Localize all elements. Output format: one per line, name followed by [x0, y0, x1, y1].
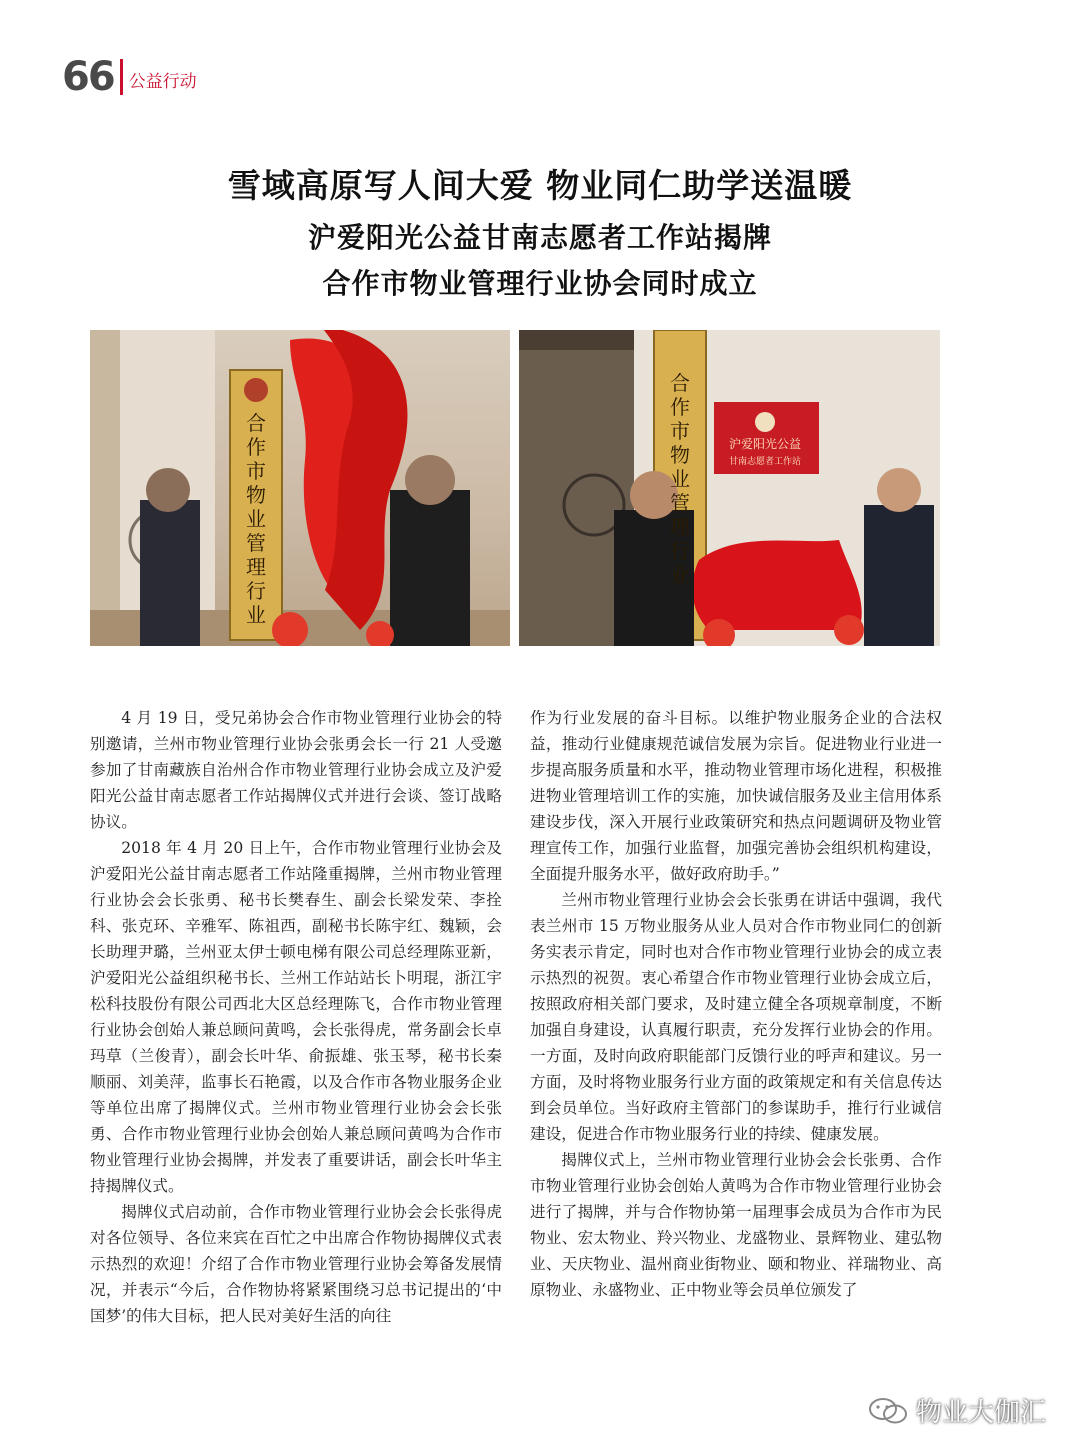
section-label: 公益行动 [128, 72, 197, 92]
sign-line-1: 沪爱阳光公益 [728, 437, 802, 451]
header-divider [120, 59, 123, 95]
plaque-text-right: 合作市物业管理行业 [670, 371, 690, 587]
paragraph-continued: 作为行业发展的奋斗目标。以维护物业服务企业的合法权益，推动行业健康规范诚信发展为宗旨。促进物业行业进一步提高服务质量和水平，推动物业管理市场化进程，积极推进物业管理培训工作的实施，加快诚信服务及业主信用体系建设步伐，深入开展行业政策研究和热点问题调研及物业管理宣传工作，加强行业监督，加强完善协会组织机构建设，全面提升服务水平，做好政府助手。” [530, 709, 942, 883]
article-column-left [90, 705, 502, 1329]
paragraph: 揭牌仪式上，兰州市物业管理行业协会会长张勇、合作市物业管理行业协会创始人黄鸣为合作市物业管理行业协会进行了揭牌，并与合作物协第一届理事会成员为合作市为民物业、宏太物业、羚兴物业、龙盛物业、景辉物业、建弘物业、天庆物业、温州商业街物业、颐和物业、祥瑞物业、高原物业、永盛物业、正中物业等会员单位颁发了 [530, 1151, 942, 1299]
watermark-text: 物业大伽汇 [915, 1398, 1046, 1428]
photo-unveiling-left [90, 330, 510, 646]
wechat-icon [868, 1396, 908, 1426]
article-subtitle-2: 合作市物业管理行业协会同时成立 [322, 267, 758, 300]
paragraph: 揭牌仪式启动前，合作市物业管理行业协会会长张得虎对各位领导、各位来宾在百忙之中出席合作物协揭牌仪式表示热烈的欢迎！介绍了合作市物业管理行业协会筹备发展情况，并表示“今后，合作物协将紧紧围绕习总书记提出的‘中国梦’的伟大目标，把人民对美好生活的向往 [90, 1203, 502, 1325]
article-title: 雪域高原写人间大爱 物业同仁助学送温暖 [227, 166, 853, 205]
sign-line-2: 甘南志愿者工作站 [728, 457, 802, 467]
article-subtitle-1: 沪爱阳光公益甘南志愿者工作站揭牌 [307, 221, 772, 254]
page-header [62, 52, 197, 98]
page-number: 66 [62, 54, 114, 100]
article-column-right [530, 705, 942, 1303]
paragraph: 2018 年 4 月 20 日上午，合作市物业管理行业协会及沪爱阳光公益甘南志愿者工作站隆重揭牌，兰州市物业管理行业协会会长张勇、秘书长樊春生、副会长梁发荣、李拴科、张克环、辛雅军、陈祖西，副秘书长陈宇红、魏颖，会长助理尹璐，兰州亚太伊士顿电梯有限公司总经理陈亚新，沪爱阳光公益组织秘书长、兰州工作站站长卜明琨，浙江宇松科技股份有限公司西北大区总经理陈飞，合作市物业管理行业协会创始人兼总顾问黄鸣，会长张得虎，常务副会长卓玛草（兰俊青），副会长叶华、俞振雄、张玉琴，秘书长秦顺丽、刘美萍，监事长石艳霞，以及合作市各物业服务企业等单位出席了揭牌仪式。兰州市物业管理行业协会会长张勇、合作市物业管理行业协会创始人兼总顾问黄鸣为合作市物业管理行业协会揭牌，并发表了重要讲话，副会长叶华主持揭牌仪式。 [90, 839, 502, 1195]
paragraph: 4 月 19 日，受兄弟协会合作市物业管理行业协会的特别邀请，兰州市物业管理行业协会张勇会长一行 21 人受邀参加了甘南藏族自治州合作市物业管理行业协会成立及沪爱阳光公益甘南志愿者工作站揭牌仪式并进行会谈、签订战略协议。 [90, 709, 502, 831]
watermark [868, 1392, 1046, 1429]
paragraph: 兰州市物业管理行业协会会长张勇在讲话中强调，我代表兰州市 15 万物业服务从业人员对合作市物业同仁的创新务实表示肯定，同时也对合作市物业管理行业协会的成立表示热烈的祝贺。衷心希望合作市物业管理行业协会成立后，按照政府相关部门要求，及时建立健全各项规章制度，不断加强自身建设，认真履行职责，充分发挥行业协会的作用。一方面，及时向政府职能部门反馈行业的呼声和建议。另一方面，及时将物业服务行业方面的政策规定和有关信息传达到会员单位。当好政府主管部门的参谋助手，推行行业诚信建设，促进合作市物业服务行业的持续、健康发展。 [530, 891, 942, 1143]
plaque-text-left: 合作市物业管理行业 [246, 411, 266, 627]
photo-unveiling-right [519, 330, 940, 646]
